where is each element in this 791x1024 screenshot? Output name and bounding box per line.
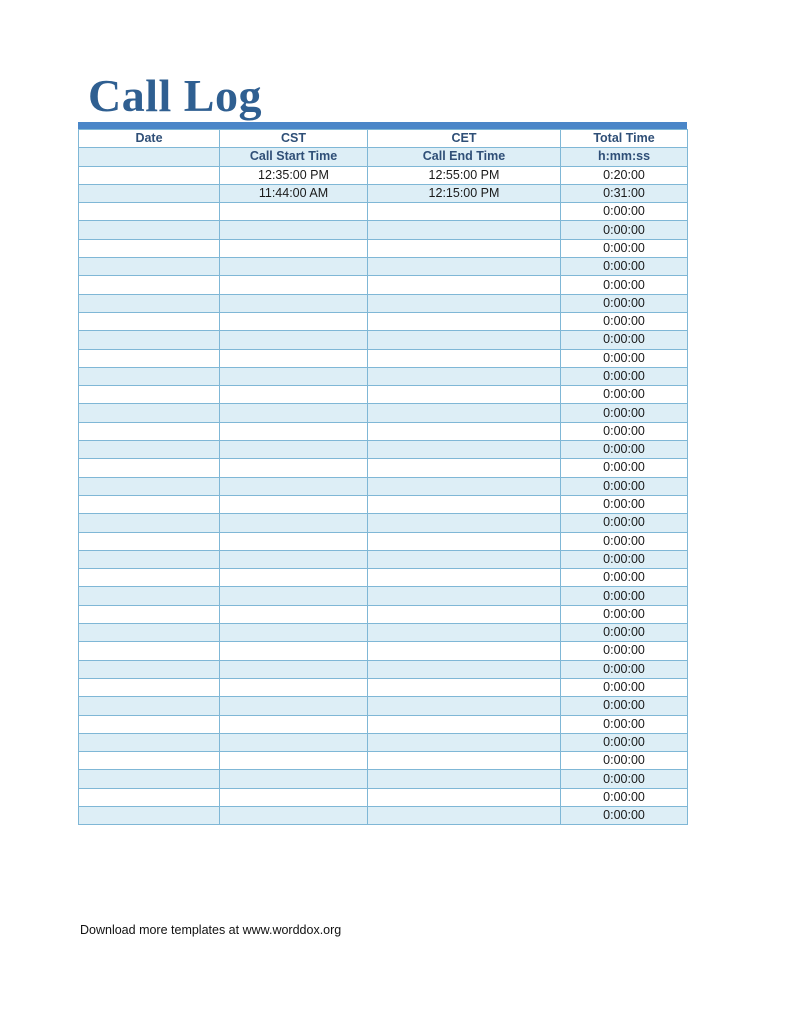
- table-row: [79, 239, 688, 257]
- table-row: [79, 294, 688, 312]
- call-end-cell[interactable]: [368, 715, 561, 733]
- header-row: [79, 130, 688, 148]
- date-cell[interactable]: [79, 806, 220, 824]
- date-cell[interactable]: [79, 221, 220, 239]
- total-time-cell[interactable]: 0:31:00: [561, 184, 688, 202]
- table-row: [79, 624, 688, 642]
- call-start-cell[interactable]: [220, 660, 368, 678]
- date-cell[interactable]: [79, 532, 220, 550]
- call-end-cell[interactable]: [368, 203, 561, 221]
- subheader-cst: Call Start Time: [220, 148, 368, 166]
- call-end-cell[interactable]: [368, 770, 561, 788]
- call-start-cell[interactable]: [220, 239, 368, 257]
- date-cell[interactable]: [79, 495, 220, 513]
- table-row: [79, 367, 688, 385]
- date-cell[interactable]: [79, 550, 220, 568]
- table-row: [79, 770, 688, 788]
- total-time-cell[interactable]: 0:00:00: [561, 239, 688, 257]
- call-end-cell[interactable]: [368, 569, 561, 587]
- total-time-cell[interactable]: 0:00:00: [561, 678, 688, 696]
- date-cell[interactable]: [79, 587, 220, 605]
- table-row: [79, 550, 688, 568]
- table-row: [79, 221, 688, 239]
- call-start-cell[interactable]: [220, 349, 368, 367]
- call-start-cell[interactable]: [220, 788, 368, 806]
- call-end-cell[interactable]: [368, 221, 561, 239]
- call-end-cell[interactable]: [368, 276, 561, 294]
- page-title: Call Log: [88, 70, 262, 121]
- table-row: [79, 605, 688, 623]
- table-row: [79, 258, 688, 276]
- call-start-cell[interactable]: [220, 258, 368, 276]
- call-end-cell[interactable]: [368, 459, 561, 477]
- table-row: [79, 312, 688, 330]
- call-start-cell[interactable]: [220, 221, 368, 239]
- header-cst: CST: [220, 130, 368, 148]
- total-time-cell[interactable]: 0:00:00: [561, 221, 688, 239]
- total-time-cell[interactable]: 0:20:00: [561, 166, 688, 184]
- date-cell[interactable]: [79, 752, 220, 770]
- call-end-cell[interactable]: [368, 642, 561, 660]
- date-cell[interactable]: [79, 477, 220, 495]
- table-row: [79, 184, 688, 202]
- date-cell[interactable]: [79, 678, 220, 696]
- date-cell[interactable]: [79, 770, 220, 788]
- call-start-cell[interactable]: [220, 331, 368, 349]
- call-start-cell[interactable]: 11:44:00 AM: [220, 184, 368, 202]
- table-row: [79, 404, 688, 422]
- total-time-cell[interactable]: 0:00:00: [561, 715, 688, 733]
- table-row: [79, 422, 688, 440]
- call-end-cell[interactable]: [368, 550, 561, 568]
- call-end-cell[interactable]: [368, 733, 561, 751]
- total-time-cell[interactable]: 0:00:00: [561, 331, 688, 349]
- total-time-cell[interactable]: 0:00:00: [561, 477, 688, 495]
- call-start-cell[interactable]: [220, 642, 368, 660]
- date-cell[interactable]: [79, 294, 220, 312]
- call-start-cell[interactable]: [220, 678, 368, 696]
- total-time-cell[interactable]: 0:00:00: [561, 660, 688, 678]
- table-row: [79, 806, 688, 824]
- call-start-cell[interactable]: [220, 477, 368, 495]
- total-time-cell[interactable]: 0:00:00: [561, 550, 688, 568]
- date-cell[interactable]: [79, 258, 220, 276]
- total-time-cell[interactable]: 0:00:00: [561, 349, 688, 367]
- call-start-cell[interactable]: [220, 605, 368, 623]
- call-start-cell[interactable]: [220, 441, 368, 459]
- call-end-cell[interactable]: [368, 752, 561, 770]
- total-time-cell[interactable]: 0:00:00: [561, 422, 688, 440]
- total-time-cell[interactable]: 0:00:00: [561, 569, 688, 587]
- call-start-cell[interactable]: [220, 624, 368, 642]
- total-time-cell[interactable]: 0:00:00: [561, 312, 688, 330]
- table-row: [79, 788, 688, 806]
- date-cell[interactable]: [79, 276, 220, 294]
- table-row: [79, 569, 688, 587]
- date-cell[interactable]: [79, 166, 220, 184]
- total-time-cell[interactable]: 0:00:00: [561, 806, 688, 824]
- total-time-cell[interactable]: 0:00:00: [561, 276, 688, 294]
- call-start-cell[interactable]: [220, 422, 368, 440]
- total-time-cell[interactable]: 0:00:00: [561, 752, 688, 770]
- date-cell[interactable]: [79, 459, 220, 477]
- total-time-cell[interactable]: 0:00:00: [561, 532, 688, 550]
- table-row: [79, 459, 688, 477]
- call-start-cell[interactable]: [220, 386, 368, 404]
- table-row: [79, 715, 688, 733]
- total-time-cell[interactable]: 0:00:00: [561, 203, 688, 221]
- call-end-cell[interactable]: [368, 331, 561, 349]
- table-row: [79, 477, 688, 495]
- total-time-cell[interactable]: 0:00:00: [561, 386, 688, 404]
- date-cell[interactable]: [79, 788, 220, 806]
- call-end-cell[interactable]: [368, 239, 561, 257]
- table-row: [79, 532, 688, 550]
- date-cell[interactable]: [79, 624, 220, 642]
- table-row: [79, 331, 688, 349]
- accent-bar: [78, 122, 687, 129]
- call-start-cell[interactable]: [220, 404, 368, 422]
- call-start-cell[interactable]: [220, 697, 368, 715]
- total-time-cell[interactable]: 0:00:00: [561, 441, 688, 459]
- date-cell[interactable]: [79, 660, 220, 678]
- subheader-date: [79, 148, 220, 166]
- total-time-cell[interactable]: 0:00:00: [561, 733, 688, 751]
- call-start-cell[interactable]: [220, 770, 368, 788]
- total-time-cell[interactable]: 0:00:00: [561, 514, 688, 532]
- call-log-table: [78, 129, 688, 825]
- table-row: [79, 514, 688, 532]
- date-cell[interactable]: [79, 312, 220, 330]
- total-time-cell[interactable]: 0:00:00: [561, 459, 688, 477]
- total-time-cell[interactable]: 0:00:00: [561, 642, 688, 660]
- call-start-cell[interactable]: [220, 550, 368, 568]
- call-end-cell[interactable]: 12:55:00 PM: [368, 166, 561, 184]
- table-row: [79, 386, 688, 404]
- date-cell[interactable]: [79, 349, 220, 367]
- call-end-cell[interactable]: [368, 477, 561, 495]
- call-end-cell[interactable]: [368, 788, 561, 806]
- date-cell[interactable]: [79, 733, 220, 751]
- call-end-cell[interactable]: [368, 806, 561, 824]
- table-row: [79, 697, 688, 715]
- call-start-cell[interactable]: [220, 203, 368, 221]
- call-start-cell[interactable]: [220, 569, 368, 587]
- table-row: [79, 166, 688, 184]
- date-cell[interactable]: [79, 367, 220, 385]
- call-end-cell[interactable]: [368, 367, 561, 385]
- call-end-cell[interactable]: [368, 587, 561, 605]
- total-time-cell[interactable]: 0:00:00: [561, 788, 688, 806]
- subheader-row: [79, 148, 688, 166]
- date-cell[interactable]: [79, 203, 220, 221]
- total-time-cell[interactable]: 0:00:00: [561, 697, 688, 715]
- date-cell[interactable]: [79, 386, 220, 404]
- total-time-cell[interactable]: 0:00:00: [561, 258, 688, 276]
- date-cell[interactable]: [79, 422, 220, 440]
- call-start-cell[interactable]: [220, 495, 368, 513]
- call-start-cell[interactable]: [220, 532, 368, 550]
- call-end-cell[interactable]: [368, 660, 561, 678]
- total-time-cell[interactable]: 0:00:00: [561, 624, 688, 642]
- table-row: [79, 495, 688, 513]
- subheader-total: h:mm:ss: [561, 148, 688, 166]
- call-start-cell[interactable]: [220, 587, 368, 605]
- call-end-cell[interactable]: [368, 697, 561, 715]
- call-end-cell[interactable]: [368, 258, 561, 276]
- total-time-cell[interactable]: 0:00:00: [561, 605, 688, 623]
- table-row: [79, 642, 688, 660]
- date-cell[interactable]: [79, 404, 220, 422]
- call-end-cell[interactable]: [368, 605, 561, 623]
- call-end-cell[interactable]: [368, 495, 561, 513]
- date-cell[interactable]: [79, 514, 220, 532]
- table-row: [79, 349, 688, 367]
- table-row: [79, 678, 688, 696]
- header-date: Date: [79, 130, 220, 148]
- table-row: [79, 276, 688, 294]
- call-start-cell[interactable]: [220, 715, 368, 733]
- call-end-cell[interactable]: 12:15:00 PM: [368, 184, 561, 202]
- date-cell[interactable]: [79, 642, 220, 660]
- call-end-cell[interactable]: [368, 441, 561, 459]
- call-end-cell[interactable]: [368, 312, 561, 330]
- call-start-cell[interactable]: [220, 276, 368, 294]
- call-end-cell[interactable]: [368, 514, 561, 532]
- total-time-cell[interactable]: 0:00:00: [561, 495, 688, 513]
- header-total: Total Time: [561, 130, 688, 148]
- call-end-cell[interactable]: [368, 404, 561, 422]
- total-time-cell[interactable]: 0:00:00: [561, 587, 688, 605]
- call-end-cell[interactable]: [368, 386, 561, 404]
- date-cell[interactable]: [79, 184, 220, 202]
- call-start-cell[interactable]: [220, 752, 368, 770]
- date-cell[interactable]: [79, 569, 220, 587]
- table-row: [79, 441, 688, 459]
- footer-text: Download more templates at www.worddox.org: [80, 923, 342, 937]
- date-cell[interactable]: [79, 697, 220, 715]
- table-row: [79, 203, 688, 221]
- table-row: [79, 587, 688, 605]
- call-start-cell[interactable]: [220, 294, 368, 312]
- total-time-cell[interactable]: 0:00:00: [561, 294, 688, 312]
- table-row: [79, 733, 688, 751]
- call-start-cell[interactable]: [220, 806, 368, 824]
- call-start-cell[interactable]: [220, 514, 368, 532]
- date-cell[interactable]: [79, 715, 220, 733]
- call-start-cell[interactable]: 12:35:00 PM: [220, 166, 368, 184]
- call-start-cell[interactable]: [220, 459, 368, 477]
- call-start-cell[interactable]: [220, 367, 368, 385]
- date-cell[interactable]: [79, 331, 220, 349]
- date-cell[interactable]: [79, 605, 220, 623]
- call-start-cell[interactable]: [220, 312, 368, 330]
- header-cet: CET: [368, 130, 561, 148]
- date-cell[interactable]: [79, 239, 220, 257]
- table-row: [79, 752, 688, 770]
- date-cell[interactable]: [79, 441, 220, 459]
- total-time-cell[interactable]: 0:00:00: [561, 367, 688, 385]
- call-end-cell[interactable]: [368, 349, 561, 367]
- call-end-cell[interactable]: [368, 624, 561, 642]
- call-end-cell[interactable]: [368, 678, 561, 696]
- total-time-cell[interactable]: 0:00:00: [561, 770, 688, 788]
- total-time-cell[interactable]: 0:00:00: [561, 404, 688, 422]
- table-row: [79, 660, 688, 678]
- call-end-cell[interactable]: [368, 294, 561, 312]
- call-end-cell[interactable]: [368, 532, 561, 550]
- call-end-cell[interactable]: [368, 422, 561, 440]
- call-start-cell[interactable]: [220, 733, 368, 751]
- subheader-cet: Call End Time: [368, 148, 561, 166]
